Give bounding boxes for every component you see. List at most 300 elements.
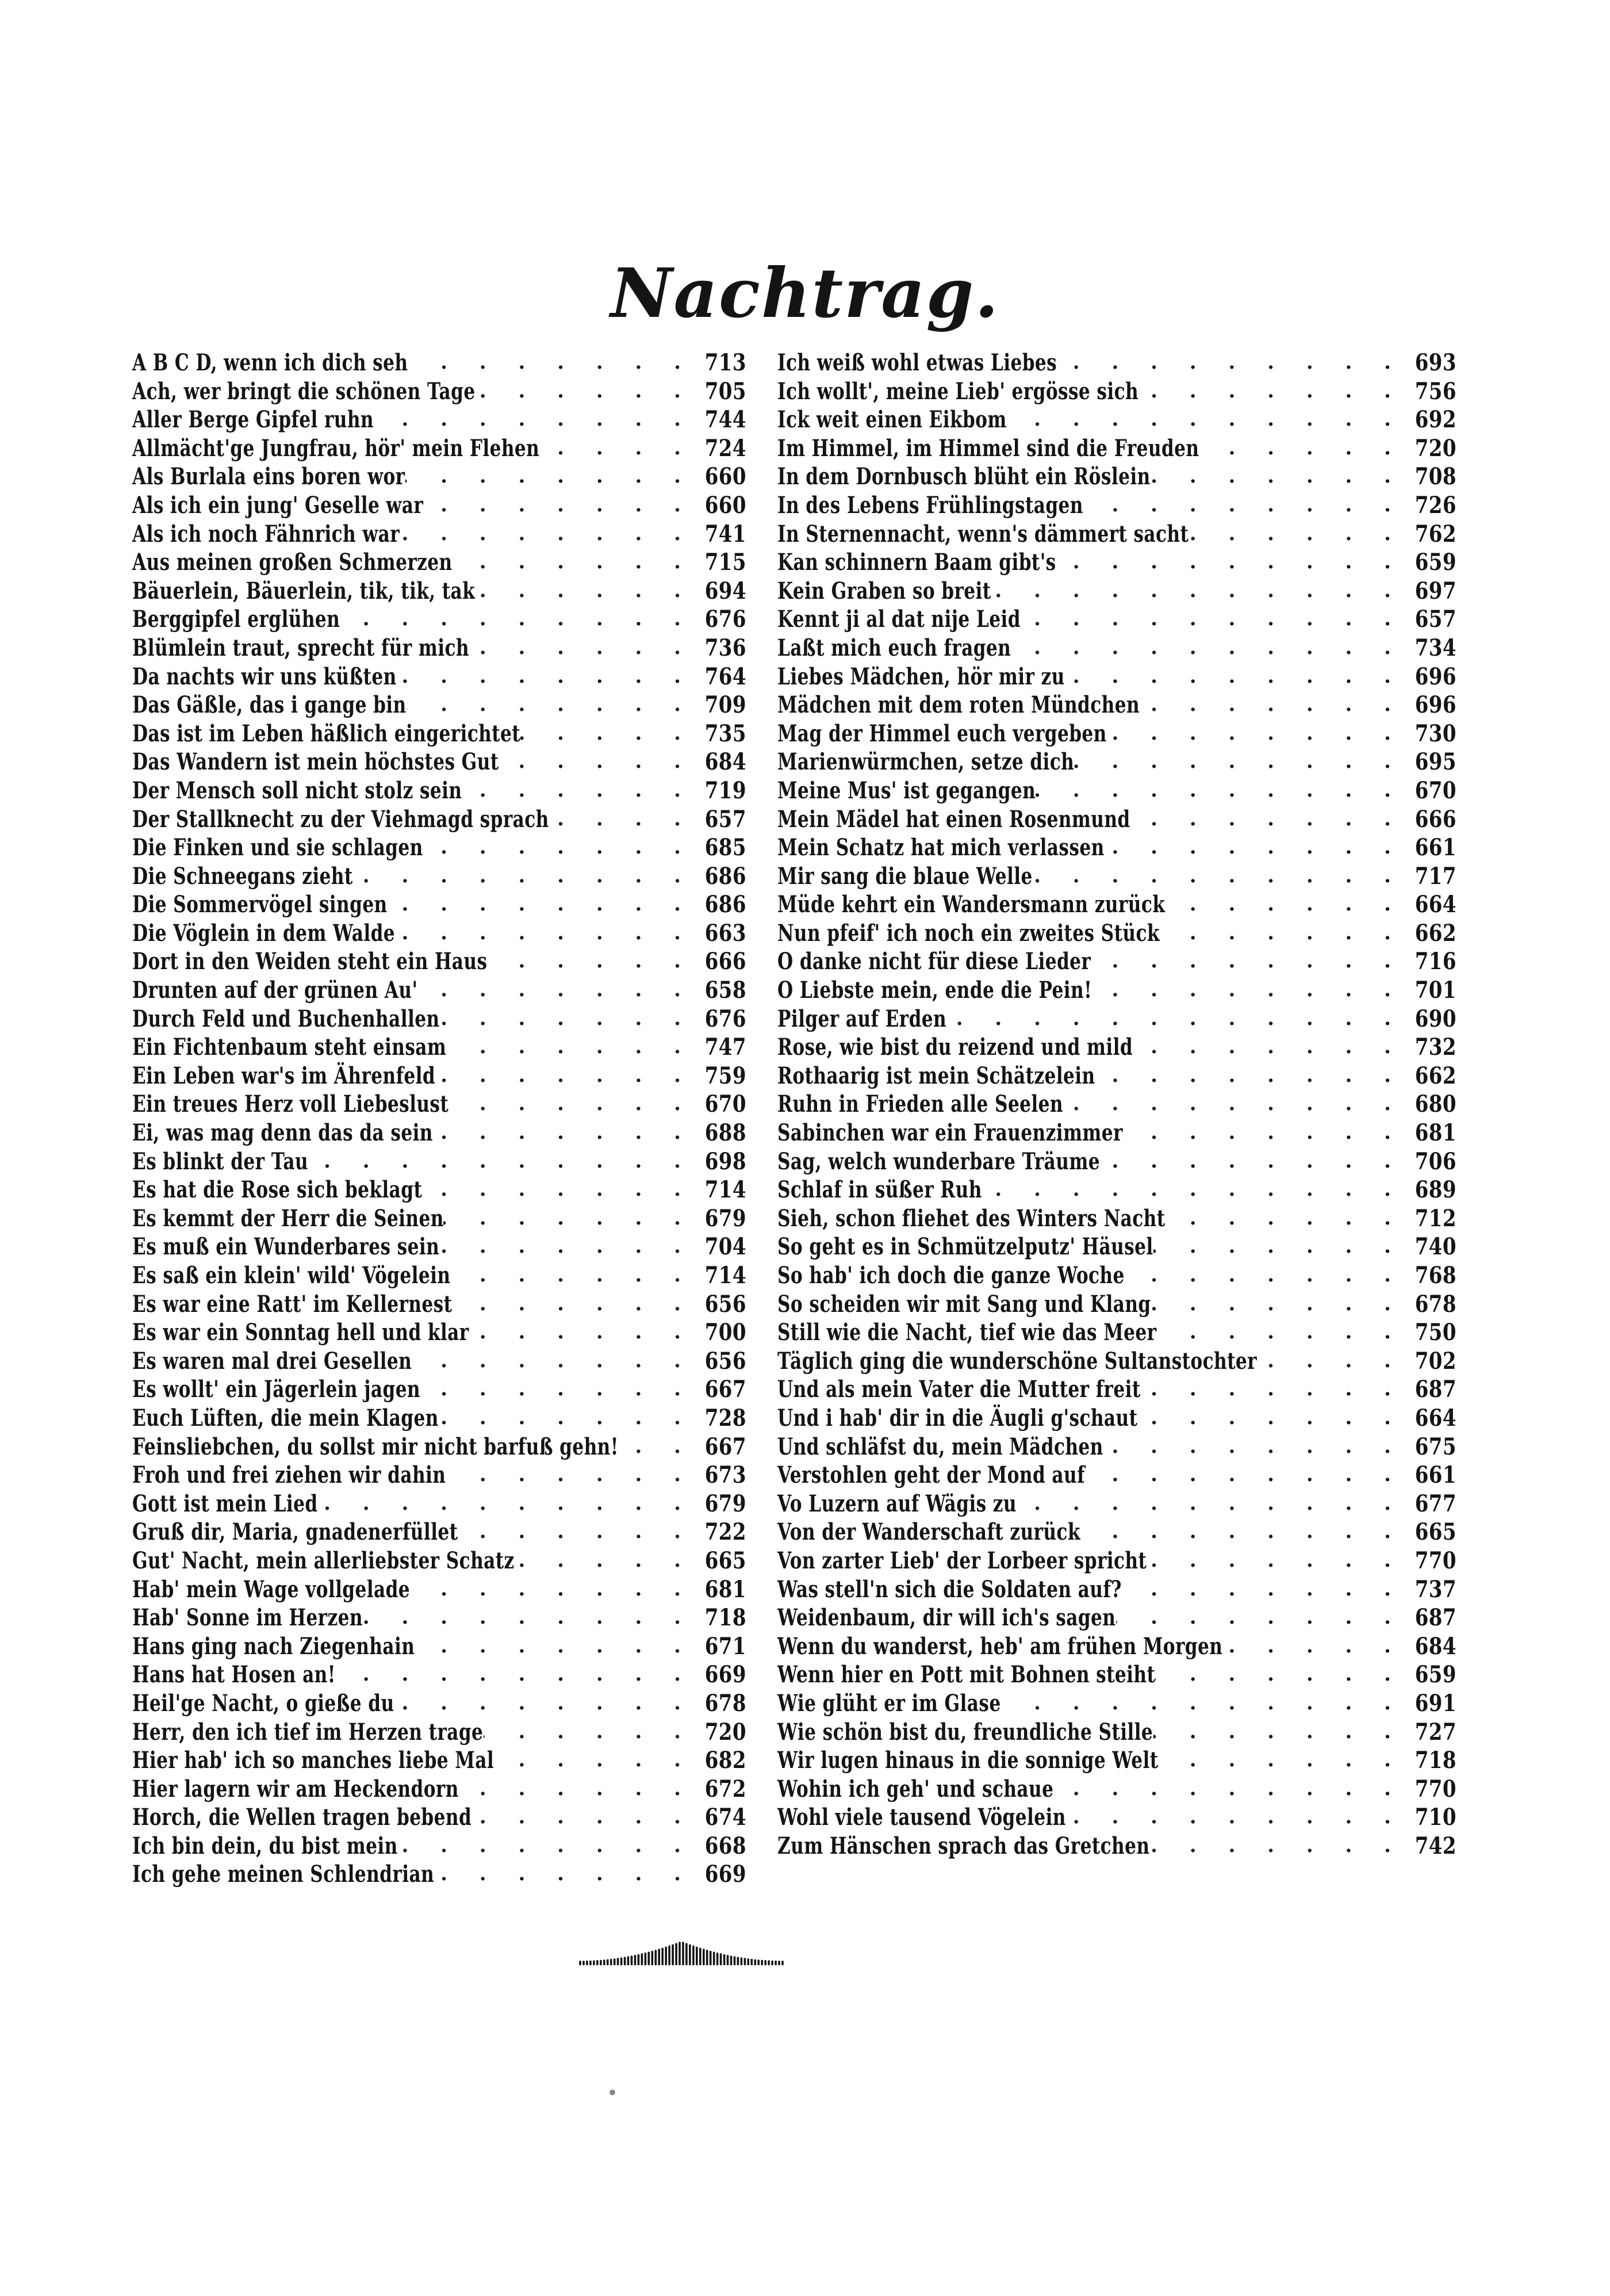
dot-leader: [1057, 349, 1404, 377]
index-entry: [777, 833, 1456, 862]
entry-title: Es waren mal drei Gesellen: [132, 1347, 412, 1375]
index-entry: [132, 1461, 746, 1490]
ornament-stroke: [757, 1960, 760, 1965]
dot-leader: [619, 1433, 693, 1461]
dot-leader: [494, 1746, 693, 1775]
ornament-stroke: [579, 1961, 581, 1965]
entry-page-number: 660: [704, 463, 746, 491]
ornament-stroke: [734, 1956, 736, 1965]
dot-leader: [1053, 1775, 1404, 1804]
entry-page-number: 735: [704, 720, 746, 747]
dot-leader: [398, 1832, 693, 1861]
entry-page-number: 744: [704, 406, 746, 434]
entry-page-number: 715: [704, 549, 746, 576]
entry-page-number: 691: [1414, 1689, 1456, 1717]
index-entry: [777, 1147, 1456, 1176]
index-entry: [132, 1261, 746, 1290]
dot-leader: [440, 1005, 693, 1034]
index-entry: [132, 405, 746, 434]
index-entry: [132, 1803, 746, 1832]
entry-title: Der Mensch soll nicht stolz sein: [132, 776, 462, 804]
entry-title: Wenn du wanderst, heb' am frühen Morgen: [777, 1632, 1223, 1660]
entry-page-number: 686: [704, 891, 746, 919]
index-entry: [132, 377, 746, 406]
entry-title: Gut' Nacht, mein allerliebster Schatz: [132, 1547, 515, 1574]
entry-page-number: 665: [1414, 1518, 1456, 1546]
index-entry: [132, 1518, 746, 1547]
index-entry: [777, 349, 1456, 377]
dot-leader: [946, 1005, 1404, 1034]
index-entry: [132, 349, 746, 377]
entry-page-number: 679: [704, 1490, 746, 1517]
ornament-stroke: [775, 1961, 777, 1965]
entry-title: Mein Mädel hat einen Rosenmund: [777, 805, 1130, 833]
index-entry: [777, 634, 1456, 663]
entry-page-number: 669: [704, 1861, 746, 1888]
entry-title: Gruß dir, Maria, gnadenerfüllet: [132, 1518, 458, 1546]
index-entry: [777, 1718, 1456, 1747]
ornament-stroke: [627, 1956, 630, 1965]
index-entry: [777, 577, 1456, 606]
entry-page-number: 727: [1414, 1718, 1456, 1746]
dot-leader: [982, 1176, 1404, 1204]
index-entry: [777, 1261, 1456, 1290]
index-entry: [132, 1318, 746, 1347]
dot-leader: [1007, 405, 1404, 434]
dot-leader: [1063, 1090, 1404, 1119]
index-entry: [777, 1062, 1456, 1090]
entry-page-number: 695: [1414, 748, 1456, 776]
index-entry: [777, 1689, 1456, 1718]
dot-leader: [433, 1119, 693, 1147]
ornament-stroke: [778, 1961, 780, 1965]
entry-page-number: 661: [1414, 1461, 1456, 1489]
dot-leader: [439, 1404, 693, 1433]
index-entry: [132, 434, 746, 463]
index-entry: [777, 1033, 1456, 1062]
dot-leader: [410, 1575, 693, 1604]
entry-page-number: 728: [704, 1404, 746, 1432]
dot-leader: [423, 833, 693, 862]
entry-title: Berggipfel erglühen: [132, 606, 340, 633]
entry-page-number: 658: [704, 977, 746, 1004]
entry-page-number: 694: [704, 577, 746, 604]
ornament-stroke: [768, 1960, 770, 1965]
dot-leader: [434, 1860, 693, 1889]
entry-page-number: 705: [704, 377, 746, 405]
entry-title: Im Himmel, im Himmel sind die Freuden: [777, 434, 1199, 462]
entry-title: Heil'ge Nacht, o gieße du: [132, 1689, 394, 1717]
index-entry: [777, 1005, 1456, 1034]
entry-title: Es hat die Rose sich beklagt: [132, 1176, 423, 1204]
dot-leader: [1105, 833, 1404, 862]
index-entry: [777, 1632, 1456, 1661]
dot-leader: [397, 663, 693, 691]
entry-page-number: 690: [1414, 1005, 1456, 1032]
entry-page-number: 680: [1414, 1090, 1456, 1118]
index-entry: [132, 1547, 746, 1575]
entry-page-number: 676: [704, 606, 746, 633]
ornament-stroke: [617, 1958, 619, 1965]
ornament-stroke: [713, 1951, 715, 1965]
dot-leader: [1074, 748, 1404, 776]
entry-page-number: 713: [704, 349, 746, 376]
index-entry: [777, 748, 1456, 776]
entry-title: Horch, die Wellen tragen bebend: [132, 1804, 472, 1831]
dot-leader: [1140, 691, 1404, 720]
entry-title: Aller Berge Gipfel ruhn: [132, 406, 374, 434]
dot-leader: [418, 976, 693, 1005]
dot-leader: [340, 605, 693, 634]
ornament-stroke: [744, 1958, 746, 1965]
entry-title: Dort in den Weiden steht ein Haus: [132, 948, 488, 975]
entry-page-number: 674: [704, 1804, 746, 1831]
dot-leader: [458, 1518, 693, 1547]
dot-leader: [452, 548, 693, 577]
index-entry: [132, 1033, 746, 1062]
dot-leader: [447, 1033, 693, 1062]
index-entry: [132, 919, 746, 948]
ornament-stroke: [634, 1955, 637, 1965]
ornament-stroke: [631, 1956, 633, 1965]
entry-title: Ich gehe meinen Schlendrian: [132, 1861, 435, 1888]
dot-leader: [394, 1689, 693, 1718]
entry-page-number: 702: [1414, 1347, 1456, 1375]
dot-leader: [1123, 1119, 1404, 1147]
dot-leader: [435, 1062, 693, 1090]
index-entry: [132, 634, 746, 663]
ornament-stroke: [672, 1945, 674, 1966]
ornament-stroke: [658, 1949, 660, 1965]
dot-leader: [1153, 1233, 1404, 1261]
dot-leader: [471, 1803, 693, 1832]
dot-leader: [1189, 520, 1404, 549]
entry-title: Täglich ging die wunderschöne Sultanstochter: [777, 1347, 1257, 1375]
dot-leader: [374, 405, 693, 434]
ornament-stroke: [610, 1959, 612, 1965]
ornament-stroke: [741, 1957, 743, 1965]
entry-title: Mädchen mit dem roten Mündchen: [777, 691, 1140, 719]
dot-leader: [469, 634, 693, 663]
entry-title: Das ist im Leben häßlich eingerichtet: [132, 720, 521, 747]
entry-page-number: 675: [1414, 1433, 1456, 1460]
dot-leader: [1021, 605, 1404, 634]
entry-title: Wohin ich geh' und schaue: [777, 1775, 1054, 1803]
index-entry: [777, 1433, 1456, 1461]
entry-page-number: 673: [704, 1461, 746, 1489]
entry-page-number: 737: [1414, 1575, 1456, 1603]
index-entry: [132, 1490, 746, 1518]
dot-leader: [1033, 862, 1404, 891]
index-entry: [777, 520, 1456, 549]
index-entry: [132, 691, 746, 720]
index-entry: [132, 1632, 746, 1661]
entry-title: Das Gäßle, das i gange bin: [132, 691, 407, 719]
dot-leader: [1107, 720, 1404, 748]
ornament-stroke: [727, 1955, 729, 1965]
ornament-stroke: [696, 1947, 698, 1965]
ornament-stroke: [685, 1943, 688, 1965]
entry-title: Ein Leben war's im Ährenfeld: [132, 1062, 436, 1089]
ornament-stroke: [638, 1954, 640, 1965]
entry-title: Rothaarig ist mein Schätzelein: [777, 1062, 1095, 1089]
index-entry: [132, 520, 746, 549]
entry-title: Ein treues Herz voll Liebeslust: [132, 1090, 449, 1118]
entry-title: Blümlein traut, sprecht für mich: [132, 634, 469, 661]
dot-leader: [1095, 1062, 1404, 1090]
entry-page-number: 696: [1414, 691, 1456, 719]
index-entry: [777, 663, 1456, 691]
entry-title: Euch Lüften, die mein Klagen: [132, 1404, 439, 1432]
entry-title: Die Finken und sie schlagen: [132, 834, 423, 862]
index-entry: [132, 491, 746, 520]
entry-page-number: 670: [1414, 776, 1456, 804]
index-column-left: [132, 349, 746, 1889]
ornament-stroke: [692, 1946, 695, 1965]
dot-leader: [449, 1090, 693, 1119]
entry-page-number: 759: [704, 1062, 746, 1089]
entry-title: Wohl viele tausend Vögelein: [777, 1804, 1066, 1831]
entry-page-number: 664: [1414, 891, 1456, 919]
index-entry: [132, 1204, 746, 1233]
entry-title: Laßt mich euch fragen: [777, 634, 1011, 661]
dot-leader: [443, 1204, 693, 1233]
entry-page-number: 676: [704, 1005, 746, 1032]
dot-leader: [1017, 1490, 1404, 1518]
dot-leader: [415, 1632, 693, 1661]
dot-leader: [1159, 1746, 1404, 1775]
entry-title: Und i hab' dir in die Äugli g'schaut: [777, 1404, 1138, 1432]
entry-page-number: 719: [704, 776, 746, 804]
entry-page-number: 687: [1414, 1376, 1456, 1403]
dot-leader: [1160, 919, 1404, 948]
index-entry: [777, 1090, 1456, 1119]
index-entry: [777, 491, 1456, 520]
index-entry: [777, 1176, 1456, 1204]
entry-page-number: 720: [1414, 434, 1456, 462]
dot-leader: [1199, 434, 1404, 463]
entry-page-number: 684: [1414, 1632, 1456, 1660]
ornament-stroke: [675, 1943, 677, 1965]
index-entry: [777, 1233, 1456, 1261]
index-entry: [132, 1062, 746, 1090]
index-entry: [132, 1832, 746, 1861]
dot-leader: [363, 1604, 693, 1632]
entry-page-number: 689: [1414, 1176, 1456, 1204]
dot-leader: [1125, 1261, 1404, 1290]
entry-page-number: 685: [704, 834, 746, 862]
ornament-stroke: [620, 1957, 623, 1965]
index-entry: [132, 1233, 746, 1261]
dot-leader: [412, 1347, 693, 1376]
entry-title: Als ich ein jung' Geselle war: [132, 491, 424, 519]
index-entry: [132, 862, 746, 891]
dot-leader: [1149, 1832, 1404, 1861]
index-entry: [777, 1660, 1456, 1689]
ornament-stroke: [761, 1960, 763, 1965]
dot-leader: [1092, 976, 1404, 1005]
dot-leader: [1100, 1147, 1404, 1176]
entry-page-number: 764: [704, 663, 746, 690]
index-entry: [132, 976, 746, 1005]
entry-page-number: 706: [1414, 1147, 1456, 1175]
index-entry: [777, 947, 1456, 976]
entry-page-number: 669: [704, 1661, 746, 1689]
entry-page-number: 762: [1414, 520, 1456, 548]
entry-title: Wir lugen hinaus in die sonnige Welt: [777, 1747, 1159, 1774]
index-entry: [777, 776, 1456, 805]
ornament-stroke: [668, 1946, 670, 1965]
index-entry: [777, 1204, 1456, 1233]
ornament-stroke: [764, 1960, 766, 1965]
entry-title: O Liebste mein, ende die Pein!: [777, 977, 1092, 1004]
index-entry: [777, 1318, 1456, 1347]
entry-page-number: 736: [704, 634, 746, 661]
entry-page-number: 750: [1414, 1319, 1456, 1346]
index-entry: [132, 1746, 746, 1775]
entry-page-number: 679: [704, 1204, 746, 1232]
index-entry: [777, 1490, 1456, 1518]
entry-title: A B C D, wenn ich dich seh: [132, 349, 408, 376]
entry-page-number: 696: [1414, 663, 1456, 690]
entry-page-number: 726: [1414, 491, 1456, 519]
entry-title: Und schläfst du, mein Mädchen: [777, 1433, 1103, 1460]
dot-leader: [1165, 1204, 1404, 1233]
index-column-right: [777, 349, 1456, 1860]
entry-title: Wie glüht er im Glase: [777, 1689, 1001, 1717]
entry-page-number: 740: [1414, 1233, 1456, 1261]
index-entry: [777, 1746, 1456, 1775]
dot-leader: [423, 491, 693, 520]
ornament-stroke: [603, 1960, 605, 1965]
entry-title: Das Wandern ist mein höchstes Gut: [132, 748, 499, 776]
entry-page-number: 747: [704, 1034, 746, 1061]
index-entry: [777, 691, 1456, 720]
ornament-stroke: [747, 1958, 750, 1965]
index-entry: [132, 1404, 746, 1433]
entry-page-number: 698: [704, 1147, 746, 1175]
index-entry: [132, 605, 746, 634]
entry-title: Die Sommervögel singen: [132, 891, 388, 919]
ornament-stroke: [771, 1961, 773, 1965]
entry-title: Sag, welch wunderbare Träume: [777, 1147, 1100, 1175]
entry-title: Als Burlala eins boren wor: [132, 463, 405, 491]
index-entry: [777, 720, 1456, 748]
entry-page-number: 717: [1414, 862, 1456, 890]
entry-page-number: 666: [704, 948, 746, 975]
entry-title: In dem Dornbusch blüht ein Röslein: [777, 463, 1151, 491]
dot-leader: [1122, 1575, 1404, 1604]
entry-title: Es war ein Sonntag hell und klar: [132, 1319, 469, 1346]
index-entry: [777, 1347, 1456, 1376]
dot-leader: [1064, 663, 1404, 691]
index-entry: [132, 1147, 746, 1176]
entry-page-number: 687: [1414, 1604, 1456, 1632]
ornament-stroke: [661, 1948, 664, 1966]
index-entry: [132, 1860, 746, 1889]
entry-page-number: 670: [704, 1090, 746, 1118]
entry-title: Von zarter Lieb' der Lorbeer spricht: [777, 1547, 1147, 1574]
entry-title: So scheiden wir mit Sang und Klang: [777, 1290, 1151, 1318]
ornament-stroke: [723, 1954, 726, 1965]
entry-title: Zum Hänschen sprach das Gretchen: [777, 1832, 1150, 1859]
entry-page-number: 678: [704, 1689, 746, 1717]
entry-title: So geht es in Schmützelputz' Häusel: [777, 1233, 1153, 1261]
entry-title: Schlaf in süßer Ruh: [777, 1176, 982, 1204]
ornament-stroke: [596, 1960, 599, 1965]
index-entry: [132, 462, 746, 491]
entry-title: Hier hab' ich so manches liebe Mal: [132, 1747, 494, 1774]
entry-page-number: 741: [704, 520, 746, 548]
entry-page-number: 681: [704, 1575, 746, 1603]
index-entry: [132, 1090, 746, 1119]
entry-title: Weidenbaum, dir will ich's sagen: [777, 1604, 1116, 1632]
entry-title: Es war eine Ratt' im Kellernest: [132, 1290, 453, 1318]
dot-leader: [450, 1261, 693, 1290]
index-entry: [777, 377, 1456, 406]
index-entry: [777, 1775, 1456, 1804]
dot-leader: [353, 862, 693, 891]
entry-page-number: 704: [704, 1233, 746, 1261]
print-speck: [610, 2090, 615, 2095]
entry-page-number: 756: [1414, 377, 1456, 405]
entry-title: Die Schneegans zieht: [132, 862, 353, 890]
index-entry: [777, 1375, 1456, 1404]
dot-leader: [1116, 1604, 1404, 1632]
index-entry: [132, 776, 746, 805]
entry-title: Der Stallknecht zu der Viehmagd sprach: [132, 805, 549, 833]
index-entry: [132, 890, 746, 919]
ornament-stroke: [665, 1947, 667, 1965]
ornament-stroke: [720, 1953, 722, 1965]
dot-leader: [439, 1233, 693, 1261]
entry-page-number: 710: [1414, 1804, 1456, 1831]
dot-leader: [1153, 1718, 1404, 1747]
entry-page-number: 722: [704, 1518, 746, 1546]
index-entry: [132, 1775, 746, 1804]
index-entry: [132, 1575, 746, 1604]
entry-page-number: 677: [1414, 1490, 1456, 1517]
ornament-stroke: [682, 1942, 684, 1965]
entry-page-number: 730: [1414, 720, 1456, 747]
dot-leader: [1011, 634, 1404, 663]
entry-page-number: 709: [704, 691, 746, 719]
entry-title: Es saß ein klein' wild' Vögelein: [132, 1262, 451, 1289]
dot-leader: [1130, 805, 1404, 834]
index-entry: [132, 748, 746, 776]
ornament-stroke: [781, 1961, 784, 1965]
entry-page-number: 662: [1414, 919, 1456, 947]
index-entry: [777, 548, 1456, 577]
entry-page-number: 671: [704, 1632, 746, 1660]
dot-leader: [476, 377, 693, 406]
entry-page-number: 657: [704, 805, 746, 833]
entry-title: Marienwürmchen, setze dich: [777, 748, 1075, 776]
index-entry: [132, 1290, 746, 1319]
entry-page-number: 697: [1414, 577, 1456, 604]
entry-title: Es kemmt der Herr die Seinen: [132, 1204, 444, 1232]
entry-page-number: 708: [1414, 463, 1456, 491]
dot-leader: [1257, 1347, 1404, 1376]
ornament-stroke: [730, 1956, 733, 1965]
ornament-stroke: [737, 1957, 739, 1965]
index-entry: [777, 919, 1456, 948]
entry-title: Verstohlen geht der Mond auf: [777, 1461, 1085, 1489]
dot-leader: [539, 434, 693, 463]
dot-leader: [1066, 1803, 1404, 1832]
dot-leader: [400, 520, 693, 549]
ornament-stroke: [651, 1951, 654, 1965]
